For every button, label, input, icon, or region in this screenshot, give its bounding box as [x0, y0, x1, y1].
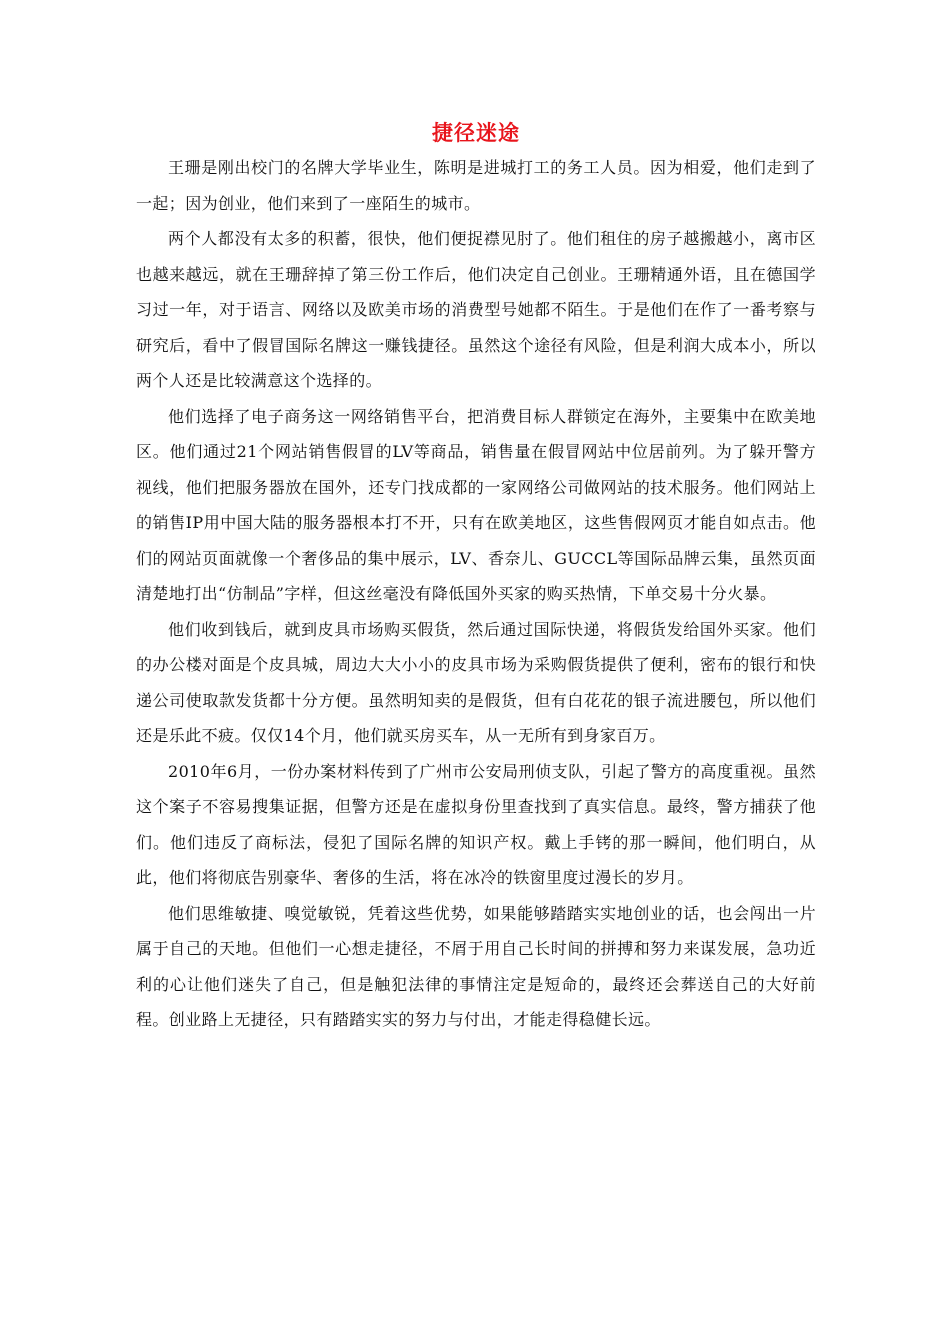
paragraph-5: 2010年6月，一份办案材料传到了广州市公安局刑侦支队，引起了警方的高度重视。虽然这个案子不容易搜集证据，但警方还是在虚拟身份里查找到了真实信息。最终，警方捕获了他们。他们违反了商标法，侵犯了国际名牌的知识产权。戴上手铐的那一瞬间，他们明白，从此，他们将彻底告别豪华、奢侈的生活，将在冰冷的铁窗里度过漫长的岁月。: [136, 761, 816, 887]
paragraph-3: 他们选择了电子商务这一网络销售平台，把消费目标人群锁定在海外，主要集中在欧美地区。他们通过21个网站销售假冒的LV等商品，销售量在假冒网站中位居前列。为了躲开警方视线，他们把服务器放在国外，还专门找成都的一家网络公司做网站的技术服务。他们网站上的销售IP用中国大陆的服务器根本打不开，只有在欧美地区，这些售假网页才能自如点击。他们的网站页面就像一个奢侈品的集中展示，LV、香奈儿、GUCCL等国际品牌云集，虽然页面清楚地打出“仿制品”字样，但这丝毫没有降低国外买家的购买热情，下单交易十分火暴。: [136, 406, 816, 603]
document-title: 捷径迷途: [432, 121, 520, 145]
document-page: [136, 118, 816, 1038]
paragraph-4: 他们收到钱后，就到皮具市场购买假货，然后通过国际快递，将假货发给国外买家。他们的办公楼对面是个皮具城，周边大大小小的皮具市场为采购假货提供了便利，密布的银行和快递公司使取款发货都十分方便。虽然明知卖的是假货，但有白花花的银子流进腰包，所以他们还是乐此不疲。仅仅14个月，他们就买房买车，从一无所有到身家百万。: [136, 619, 816, 745]
paragraph-6: 他们思维敏捷、嗅觉敏锐，凭着这些优势，如果能够踏踏实实地创业的话，也会闯出一片属于自己的天地。但他们一心想走捷径，不屑于用自己长时间的拼搏和努力来谋发展，急功近利的心让他们迷失了自己，但是触犯法律的事情注定是短命的，最终还会葬送自己的大好前程。创业路上无捷径，只有踏踏实实的努力与付出，才能走得稳健长远。: [136, 903, 816, 1029]
paragraph-1: 王珊是刚出校门的名牌大学毕业生，陈明是进城打工的务工人员。因为相爱，他们走到了一起；因为创业，他们来到了一座陌生的城市。: [136, 158, 816, 213]
paragraph-2: 两个人都没有太多的积蓄，很快，他们便捉襟见肘了。他们租住的房子越搬越小，离市区也越来越远，就在王珊辞掉了第三份工作后，他们决定自己创业。王珊精通外语，且在德国学习过一年，对于语言、网络以及欧美市场的消费型号她都不陌生。于是他们在作了一番考察与研究后，看中了假冒国际名牌这一赚钱捷径。虽然这个途径有风险，但是利润大成本小，所以两个人还是比较满意这个选择的。: [136, 229, 816, 390]
